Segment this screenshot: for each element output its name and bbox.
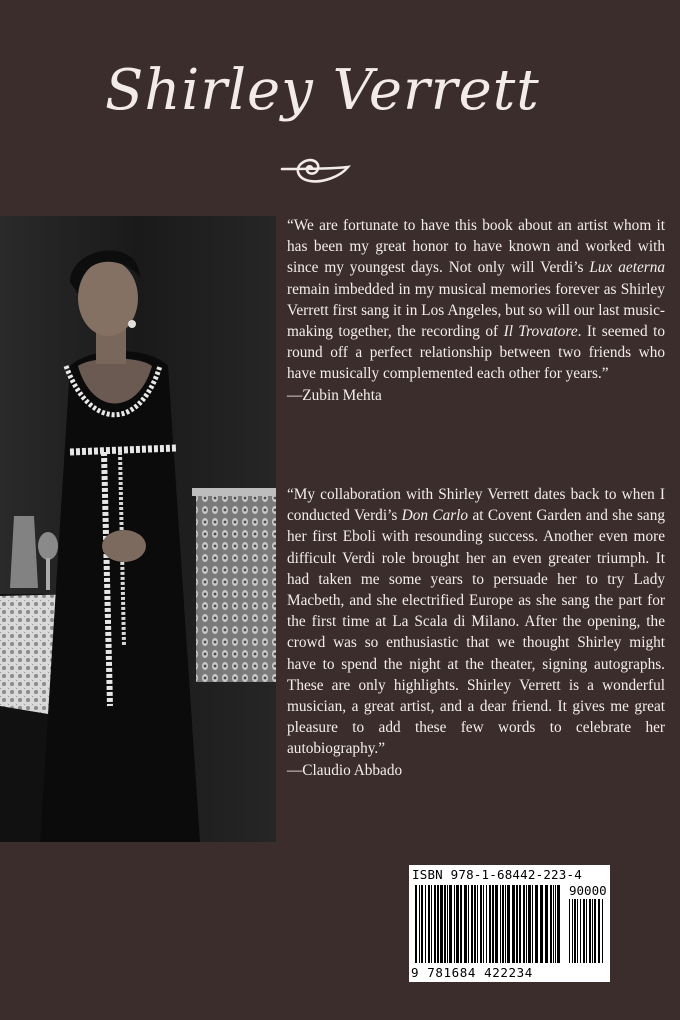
barcode-bar xyxy=(425,885,426,963)
quote-zubin-mehta xyxy=(287,215,665,406)
barcode-bar xyxy=(489,885,491,963)
portrait-photo xyxy=(0,216,276,842)
barcode-bar xyxy=(532,885,533,963)
barcode-bar xyxy=(598,899,600,963)
quote-attribution: —Claudio Abbado xyxy=(287,761,403,779)
barcode-bar xyxy=(483,885,484,963)
barcode-bar xyxy=(580,899,581,963)
quote-claudio-abbado xyxy=(287,484,665,781)
barcode-bar xyxy=(519,885,521,963)
barcode-bar xyxy=(516,885,518,963)
author-title: Shirley Verrett xyxy=(105,58,540,123)
barcode-bar xyxy=(589,899,591,963)
barcode-bar xyxy=(486,885,487,963)
barcode-bar xyxy=(468,885,469,963)
barcode-bar xyxy=(419,885,420,963)
barcode-bar xyxy=(437,885,439,963)
barcode-bar xyxy=(586,899,587,963)
barcode-bar xyxy=(415,885,417,963)
barcode-bar xyxy=(512,885,515,963)
barcode-bar xyxy=(528,885,531,963)
barcode-bar xyxy=(456,885,459,963)
barcode-bar xyxy=(523,885,525,963)
isbn-barcode xyxy=(409,865,610,982)
barcode-bar xyxy=(421,885,423,963)
barcode-bar xyxy=(434,885,436,963)
barcode-bar xyxy=(540,885,543,963)
barcode-bar xyxy=(553,885,554,963)
quote-attribution: —Zubin Mehta xyxy=(287,386,382,404)
barcode-bar xyxy=(505,885,506,963)
barcode-bar xyxy=(495,885,498,963)
barcode-bar xyxy=(592,899,593,963)
barcode-bar xyxy=(602,899,603,963)
barcode-bar xyxy=(569,899,570,963)
barcode-bar xyxy=(574,899,576,963)
barcode-bar xyxy=(471,885,473,963)
barcode-bar xyxy=(440,885,443,963)
barcode-bar xyxy=(583,899,585,963)
quote-text: “My collaboration with Shirley Verrett dates back to when I conducted Verdi’s Don Carlo at Covent Garden and she sang her first Eboli with resounding success. Another even more difficult Verdi role brought her an even greater triumph. It had taken me some years to persuade her to try Lady Macbeth, and she electrified Europe as she sang the part for the first time at La Scala di Milano. After the opening, the crowd was so enthusiastic that we thought Shirley might have to spend the night at the theater, signing autographs. These are only highlights. Shirley Verrett is a wonderful musician, a great artist, and a dear friend. It gives me great pleasure to add these few words to celebrate her autobiography.” xyxy=(287,486,666,758)
barcode-bar xyxy=(500,885,501,963)
quote-text: “We are fortunate to have this book about an artist whom it has been my great honor to have known and worked with since my youngest days. Not only will Verdi’s Lux aeterna remain imbedded in my musical memories forever as Shirley Verrett first sang it in Los Angeles, but so will our last music-making together, the recording of Il Trovatore. It seemed to round off a perfect relationship between two friends who have musically complemented each other for years.” xyxy=(287,217,665,383)
barcode-bar xyxy=(557,885,560,963)
barcode-bar xyxy=(477,885,478,963)
barcode-bars xyxy=(415,885,605,965)
barcode-bar xyxy=(550,885,552,963)
barcode-bar xyxy=(444,885,446,963)
barcode-bar xyxy=(460,885,462,963)
barcode-bar xyxy=(492,885,494,963)
barcode-bar xyxy=(474,885,476,963)
barcode-bar xyxy=(555,885,556,963)
barcode-bar xyxy=(449,885,452,963)
barcode-bar xyxy=(447,885,448,963)
barcode-bar xyxy=(535,885,538,963)
barcode-bar xyxy=(502,885,504,963)
barcode-bar xyxy=(572,899,573,963)
barcode-bar xyxy=(594,899,596,963)
barcode-bar xyxy=(428,885,430,963)
ean-digits: 9 781684 422234 xyxy=(411,965,533,980)
barcode-bar xyxy=(464,885,467,963)
isbn-label: ISBN 978-1-68442-223-4 xyxy=(412,867,582,882)
barcode-bar xyxy=(577,899,578,963)
barcode-bar xyxy=(507,885,510,963)
barcode-bar xyxy=(431,885,432,963)
barcode-bar xyxy=(545,885,548,963)
barcode-bar xyxy=(526,885,527,963)
price-code: 90000 xyxy=(569,883,607,898)
barcode-bar xyxy=(454,885,455,963)
swirl-ornament-icon xyxy=(280,147,352,187)
barcode-bar xyxy=(480,885,482,963)
